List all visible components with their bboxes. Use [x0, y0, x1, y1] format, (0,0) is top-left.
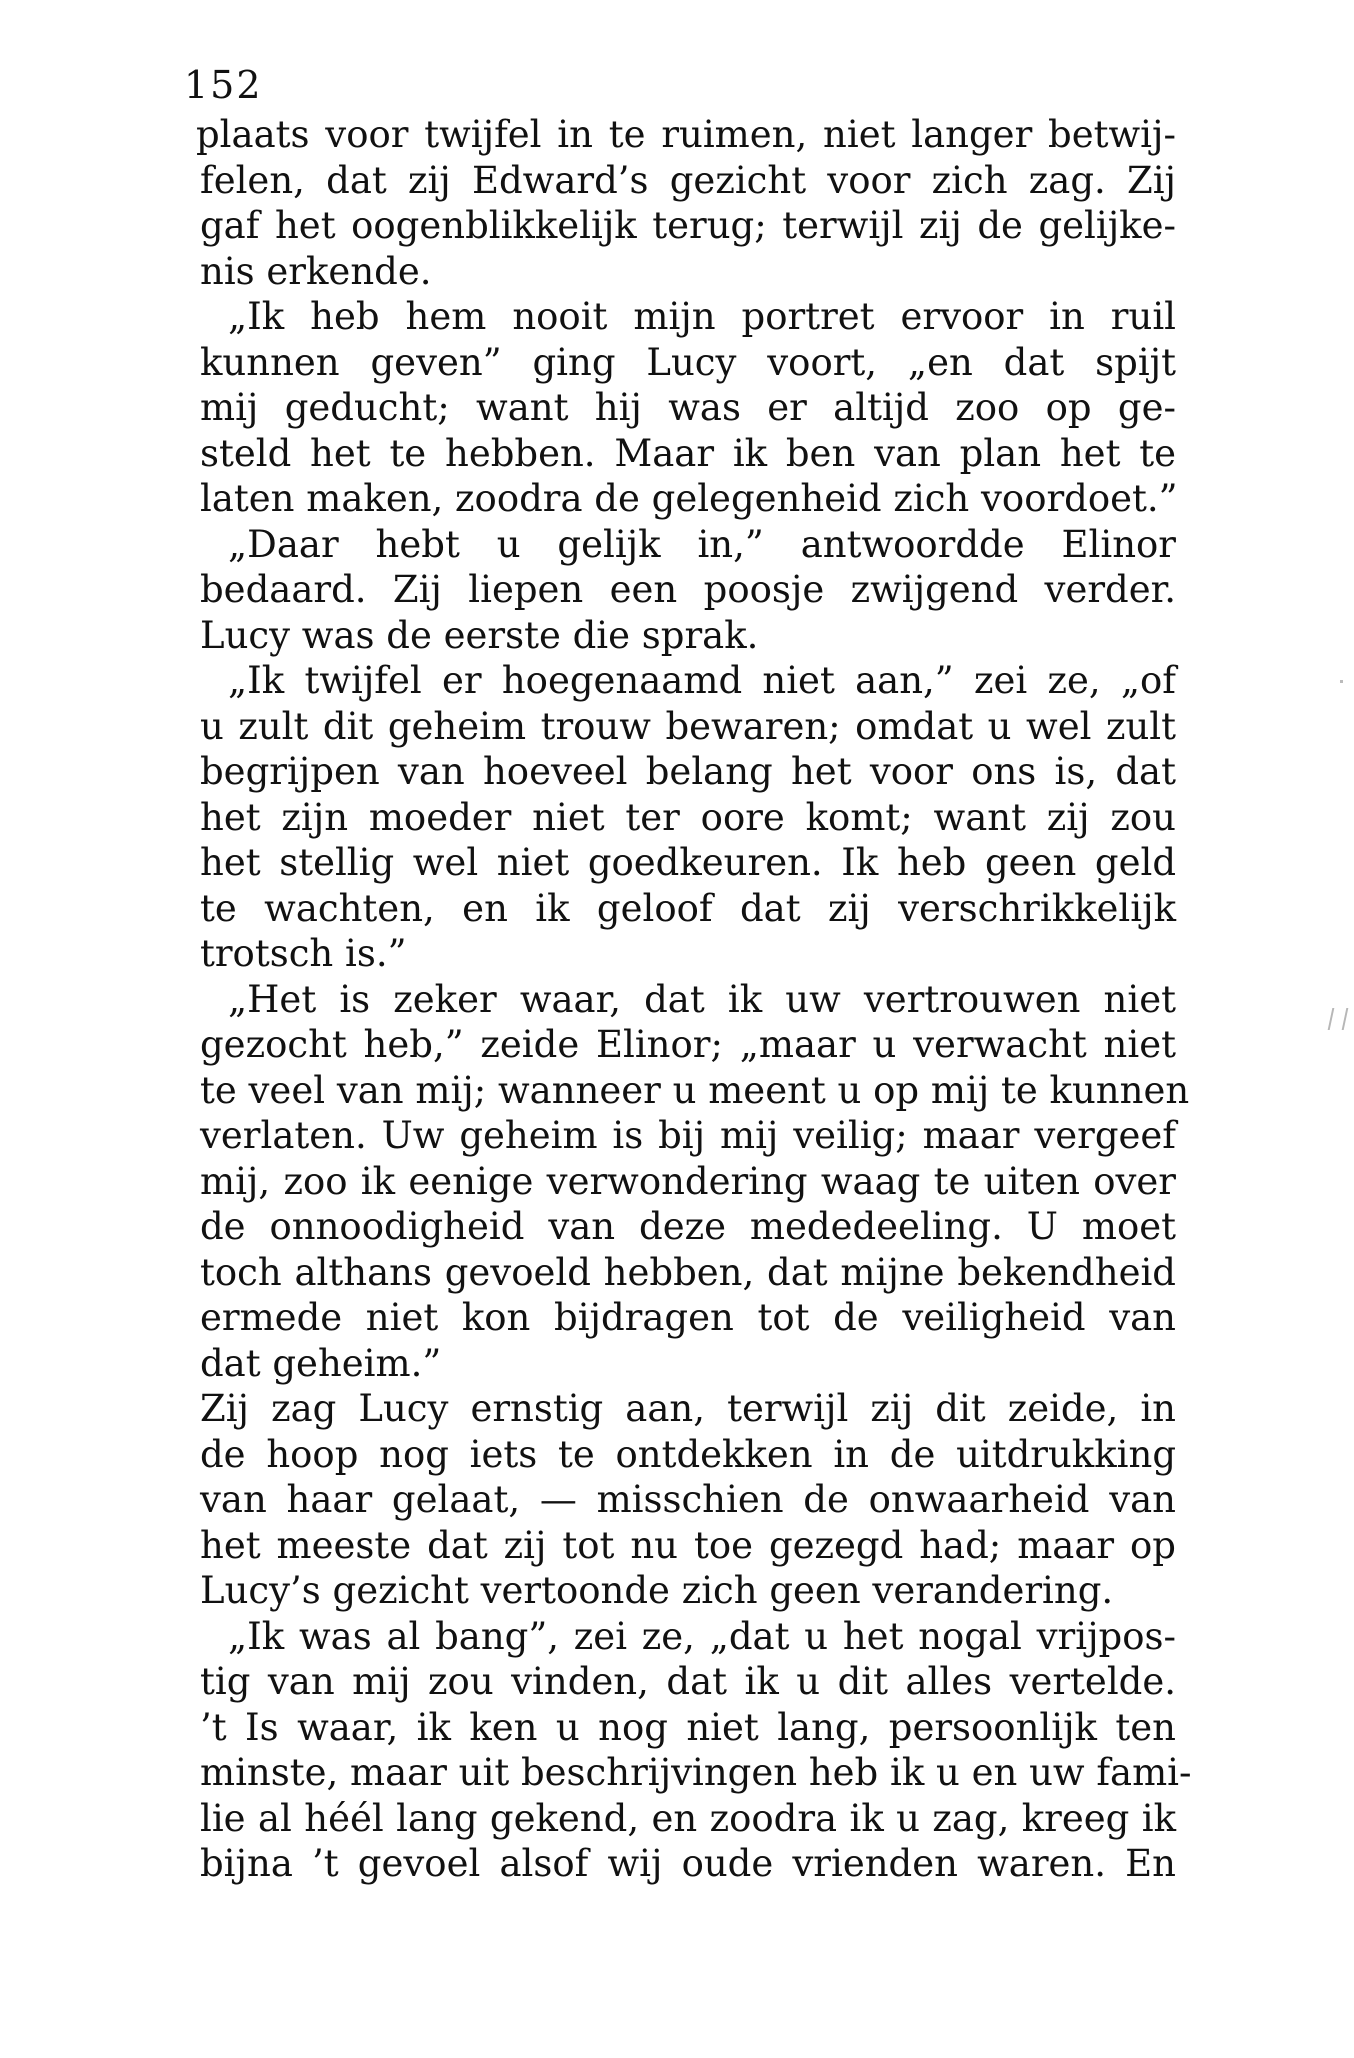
- text-line: tig van mij zou vinden, dat ik u dit alles vertelde.: [200, 1660, 1176, 1703]
- text-line: van haar gelaat, — misschien de onwaarheid van: [200, 1478, 1176, 1521]
- text-line: de onnoodigheid van deze mededeeling. U moet: [200, 1205, 1176, 1248]
- text-line: steld het te hebben. Maar ik ben van plan het te: [200, 431, 1176, 475]
- text-line: minste, maar uit beschrijvingen heb ik u en uw fami-: [200, 1751, 1192, 1794]
- page-number: 152: [184, 63, 263, 107]
- text-line: nis erkende.: [200, 249, 432, 293]
- text-line: Zij zag Lucy ernstig aan, terwijl zij dit zeide, in: [200, 1387, 1176, 1430]
- text-line: „Ik heb hem nooit mijn portret ervoor in ruil: [228, 295, 1176, 338]
- text-line: begrijpen van hoeveel belang het voor ons is, dat: [200, 750, 1176, 793]
- text-line: het stellig wel niet goedkeuren. Ik heb geen geld: [200, 841, 1176, 884]
- text-line: „Daar hebt u gelijk in,” antwoordde Elinor: [228, 522, 1176, 566]
- text-line: het zijn moeder niet ter oore komt; want zij zou: [200, 795, 1176, 839]
- text-line: verlaten. Uw geheim is bij mij veilig; maar vergeef: [200, 1114, 1176, 1157]
- text-line: kunnen geven” ging Lucy voort, „en dat spijt: [200, 340, 1176, 384]
- text-line: gezocht heb,” zeide Elinor; „maar u verwacht niet: [200, 1023, 1176, 1066]
- text-line: Lucy’s gezicht vertoonde zich geen verandering.: [200, 1569, 1114, 1612]
- text-line: Lucy was de eerste die sprak.: [200, 613, 759, 657]
- text-line: dat geheim.”: [200, 1341, 442, 1385]
- text-line: bijna ’t gevoel alsof wij oude vrienden waren. En: [200, 1842, 1176, 1885]
- text-line: „Het is zeker waar, dat ik uw vertrouwen niet: [228, 977, 1176, 1021]
- scan-speck: [1340, 680, 1343, 683]
- scan-mark: [1328, 1008, 1349, 1030]
- text-line: gaf het oogenblikkelijk terug; terwijl zij de gelijke-: [200, 204, 1176, 247]
- text-line: „Ik was al bang”, zei ze, „dat u het nogal vrijpos-: [228, 1614, 1176, 1658]
- text-line: toch althans gevoeld hebben, dat mijne bekendheid: [200, 1250, 1176, 1294]
- text-line: laten maken, zoodra de gelegenheid zich voordoet.”: [200, 477, 1178, 520]
- text-line: felen, dat zij Edward’s gezicht voor zich zag. Zij: [200, 158, 1176, 202]
- text-line: mij, zoo ik eenige verwondering waag te uiten over: [200, 1159, 1176, 1203]
- text-line: ermede niet kon bijdragen tot de veiligheid van: [200, 1296, 1176, 1339]
- text-line: trotsch is.”: [200, 932, 407, 975]
- text-line: „Ik twijfel er hoegenaamd niet aan,” zei ze, „of: [228, 659, 1176, 702]
- text-line: u zult dit geheim trouw bewaren; omdat u wel zult: [200, 704, 1176, 748]
- text-line: mij geducht; want hij was er altijd zoo op ge-: [200, 386, 1176, 429]
- text-line: het meeste dat zij tot nu toe gezegd had; maar op: [200, 1523, 1176, 1567]
- body-text: [196, 112, 1192, 1887]
- text-line: ’t Is waar, ik ken u nog niet lang, persoonlijk ten: [200, 1705, 1176, 1749]
- text-line: bedaard. Zij liepen een poosje zwijgend verder.: [200, 568, 1176, 611]
- text-line: de hoop nog iets te ontdekken in de uitdrukking: [200, 1432, 1176, 1476]
- text-line: lie al héél lang gekend, en zoodra ik u zag, kreeg ik: [200, 1796, 1176, 1840]
- text-line: plaats voor twijfel in te ruimen, niet langer betwij-: [196, 113, 1176, 156]
- text-line: te veel van mij; wanneer u meent u op mij te kunnen: [200, 1068, 1190, 1112]
- text-line: te wachten, en ik geloof dat zij verschrikkelijk: [200, 886, 1176, 930]
